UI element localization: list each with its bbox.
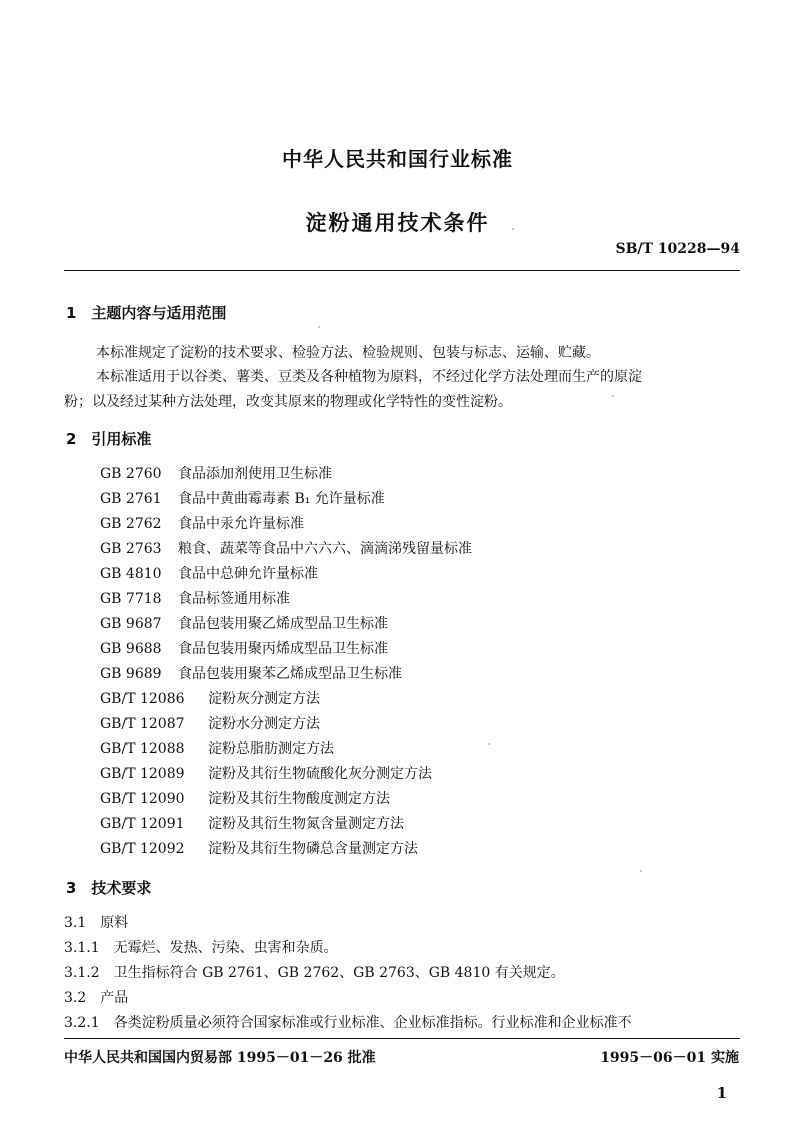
reference-item (100, 788, 390, 808)
scan-speck (512, 228, 514, 230)
clause-3-1-2: 3.1.2 卫生指标符合 GB 2761、GB 2762、GB 2763、GB 4810 有关规定。 (64, 965, 565, 981)
section-3-heading: 3 技术要求 (66, 879, 152, 897)
section-1-para-2-line-1: 本标准适用于以谷类、薯类、豆类及各种植物为原料，不经过化学方法处理而生产的原淀 (96, 369, 642, 385)
reference-code: GB 7718 (100, 591, 162, 607)
reference-code: GB/T 12092 (100, 841, 185, 857)
reference-code: GB/T 12091 (100, 816, 185, 832)
reference-code: GB 2762 (100, 516, 162, 532)
reference-title: 食品包装用聚乙烯成型品卫生标准 (178, 616, 388, 632)
reference-item (100, 513, 304, 533)
clause-3-1-1: 3.1.1 无霉烂、发热、污染、虫害和杂质。 (64, 940, 338, 956)
section-1-para-2-line-2: 粉；以及经过某种方法处理，改变其原来的物理或化学特性的变性淀粉。 (64, 394, 512, 410)
document-category: 中华人民共和国行业标准 (282, 147, 513, 171)
reference-code: GB 2763 (100, 541, 162, 557)
reference-code: GB 9689 (100, 666, 162, 682)
approval-line: 中华人民共和国国内贸易部 1995－01－26 批准 (64, 1050, 376, 1066)
page-number: 1 (716, 1084, 727, 1102)
scan-speck (318, 326, 320, 328)
header-divider (64, 270, 740, 271)
reference-title: 淀粉总脂肪测定方法 (208, 741, 334, 757)
reference-title: 淀粉水分测定方法 (208, 716, 320, 732)
standard-code: SB/T 10228—94 (615, 241, 740, 257)
reference-code: GB/T 12089 (100, 766, 185, 782)
reference-code: GB 4810 (100, 566, 162, 582)
reference-item (100, 538, 472, 558)
scan-speck (640, 870, 642, 872)
reference-title: 淀粉及其衍生物磷总含量测定方法 (208, 841, 418, 857)
reference-item (100, 838, 418, 858)
reference-title: 食品中黄曲霉毒素 B₁ 允许量标准 (178, 491, 385, 507)
reference-title: 食品中汞允许量标准 (178, 516, 304, 532)
reference-item (100, 663, 402, 683)
reference-item (100, 588, 290, 608)
reference-title: 食品添加剂使用卫生标准 (178, 466, 332, 482)
implementation-date: 1995－06－01 实施 (600, 1050, 739, 1066)
reference-title: 淀粉及其衍生物氮含量测定方法 (208, 816, 404, 832)
reference-item (100, 713, 320, 733)
reference-item (100, 488, 385, 508)
clause-3-1: 3.1 原料 (64, 915, 129, 931)
reference-code: GB 2760 (100, 466, 162, 482)
reference-item (100, 688, 320, 708)
reference-item (100, 463, 332, 483)
clause-3-2-1: 3.2.1 各类淀粉质量必须符合国家标准或行业标准、企业标准指标。行业标准和企业标准不 (64, 1015, 632, 1031)
section-1-para-1: 本标准规定了淀粉的技术要求、检验方法、检验规则、包装与标志、运输、贮藏。 (96, 345, 600, 361)
footer-divider (64, 1038, 740, 1039)
reference-item (100, 763, 432, 783)
section-2-heading: 2 引用标准 (66, 430, 152, 448)
reference-title: 粮食、蔬菜等食品中六六六、滴滴涕残留量标准 (178, 541, 472, 557)
reference-title: 淀粉灰分测定方法 (208, 691, 320, 707)
reference-title: 淀粉及其衍生物酸度测定方法 (208, 791, 390, 807)
reference-title: 食品标签通用标准 (178, 591, 290, 607)
reference-item (100, 563, 318, 583)
reference-code: GB/T 12090 (100, 791, 185, 807)
reference-title: 淀粉及其衍生物硫酸化灰分测定方法 (208, 766, 432, 782)
reference-code: GB 9688 (100, 641, 162, 657)
reference-item (100, 738, 334, 758)
reference-code: GB/T 12086 (100, 691, 185, 707)
reference-title: 食品包装用聚苯乙烯成型品卫生标准 (178, 666, 402, 682)
reference-code: GB 9687 (100, 616, 162, 632)
reference-item (100, 813, 404, 833)
scan-speck (488, 743, 490, 745)
reference-title: 食品中总砷允许量标准 (178, 566, 318, 582)
reference-code: GB 2761 (100, 491, 162, 507)
scan-speck (612, 395, 614, 397)
reference-title: 食品包装用聚丙烯成型品卫生标准 (178, 641, 388, 657)
clause-3-2: 3.2 产品 (64, 990, 129, 1006)
reference-code: GB/T 12088 (100, 741, 185, 757)
reference-code: GB/T 12087 (100, 716, 185, 732)
reference-item (100, 638, 388, 658)
document-title: 淀粉通用技术条件 (305, 211, 490, 235)
section-1-heading: 1 主题内容与适用范围 (66, 304, 227, 322)
reference-item (100, 613, 388, 633)
